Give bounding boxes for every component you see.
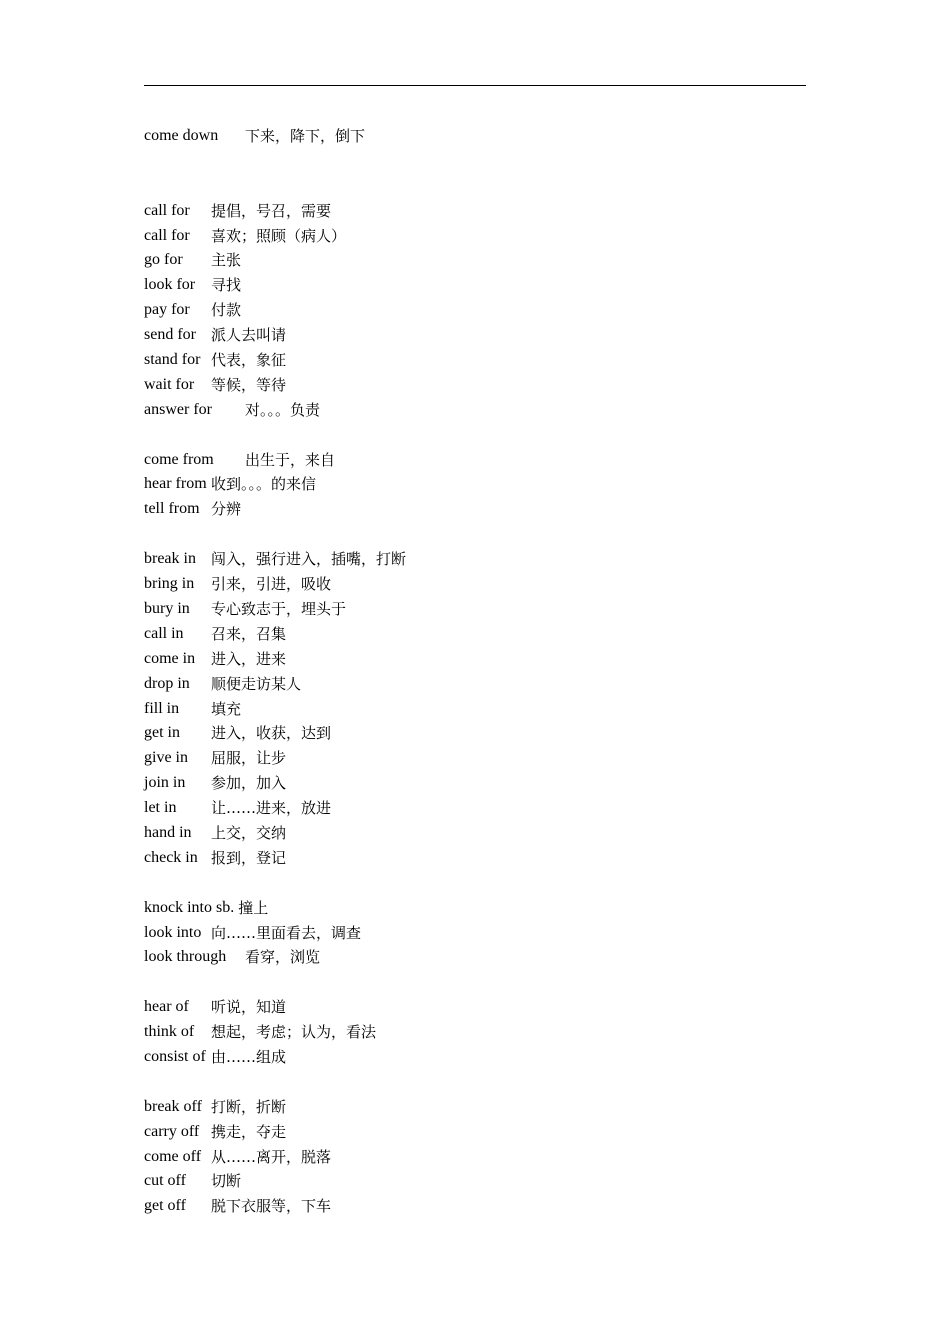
phrase-entry (144, 1194, 806, 1219)
phrase-entry (144, 298, 806, 323)
blank-line (144, 522, 806, 547)
phrase-definition: 分辨 (211, 500, 242, 519)
phrase-term: break off (144, 1097, 202, 1115)
phrase-term: look for (144, 276, 196, 294)
phrase-entry (144, 746, 806, 771)
phrase-entry (144, 721, 806, 746)
phrase-entry (144, 647, 806, 672)
phrase-entry (144, 1145, 806, 1170)
phrase-definition: 引来，引进，吸收 (211, 575, 332, 594)
phrase-definition: 主张 (211, 251, 242, 270)
phrase-definition: 撞上 (238, 898, 269, 917)
blank-line (144, 423, 806, 448)
phrase-entry (144, 697, 806, 722)
phrase-entry (144, 323, 806, 348)
phrase-definition: 专心致志于，埋头于 (211, 599, 347, 618)
phrase-definition: 看穿，浏览 (245, 948, 321, 967)
phrase-term: consist of (144, 1047, 206, 1065)
phrase-definition: 等候，等待 (211, 375, 287, 394)
blank-line (144, 1070, 806, 1095)
phrase-list (144, 124, 806, 1219)
phrase-entry (144, 846, 806, 871)
phrase-entry (144, 896, 806, 921)
phrase-definition: 寻找 (211, 276, 242, 295)
phrase-term: look through (144, 948, 227, 966)
header-rule (144, 85, 806, 86)
phrase-definition: 顺便走访某人 (211, 674, 302, 693)
phrase-term: knock into sb. (144, 898, 235, 916)
phrase-definition: 对。。。负责 (245, 400, 321, 419)
phrase-entry (144, 821, 806, 846)
phrase-term: cut off (144, 1172, 186, 1190)
phrase-entry (144, 672, 806, 697)
phrase-definition: 进入，收获，达到 (211, 724, 332, 743)
phrase-term: let in (144, 799, 177, 817)
blank-line (144, 871, 806, 896)
phrase-definition: 喜欢；照顾（病人） (211, 226, 347, 245)
phrase-entry (144, 224, 806, 249)
phrase-term: think of (144, 1023, 195, 1041)
blank-line (144, 149, 806, 199)
phrase-entry (144, 199, 806, 224)
phrase-definition: 上交，交纳 (211, 823, 287, 842)
phrase-entry (144, 1120, 806, 1145)
phrase-entry (144, 1095, 806, 1120)
phrase-definition: 切断 (211, 1172, 242, 1191)
phrase-term: hand in (144, 823, 192, 841)
phrase-entry (144, 348, 806, 373)
phrase-term: tell from (144, 500, 200, 518)
phrase-definition: 收到。。。的来信 (211, 475, 317, 494)
phrase-entry (144, 995, 806, 1020)
phrase-term: call for (144, 201, 190, 219)
phrase-definition: 想起，考虑；认为，看法 (211, 1023, 377, 1042)
phrase-definition: 下来，降下，倒下 (245, 127, 366, 145)
phrase-entry (144, 597, 806, 622)
phrase-entry (144, 373, 806, 398)
phrase-definition: 派人去叫请 (211, 326, 287, 345)
phrase-term: send for (144, 326, 196, 344)
phrase-entry (144, 398, 806, 423)
phrase-definition: 屈服，让步 (211, 749, 287, 768)
phrase-entry (144, 124, 806, 149)
phrase-definition: 从……离开，脱落 (211, 1147, 332, 1166)
blank-line (144, 970, 806, 995)
phrase-definition: 提倡，号召，需要 (211, 201, 332, 220)
phrase-definition: 由……组成 (211, 1047, 287, 1066)
phrase-term: break in (144, 550, 196, 568)
phrase-entry (144, 622, 806, 647)
phrase-definition: 向……里面看去，调查 (211, 923, 362, 942)
phrase-definition: 召来，召集 (211, 624, 287, 643)
phrase-definition: 代表，象征 (211, 351, 287, 370)
phrase-term: answer for (144, 400, 212, 418)
phrase-term: come in (144, 649, 196, 667)
phrase-term: wait for (144, 375, 195, 393)
phrase-term: carry off (144, 1122, 200, 1140)
phrase-entry (144, 1045, 806, 1070)
phrase-definition: 付款 (211, 301, 242, 320)
phrase-term: go for (144, 251, 183, 269)
phrase-entry (144, 472, 806, 497)
phrase-entry (144, 796, 806, 821)
phrase-definition: 闯入，强行进入，插嘴，打断 (211, 550, 407, 569)
phrase-entry (144, 273, 806, 298)
phrase-term: call for (144, 226, 190, 244)
phrase-term: join in (144, 774, 186, 792)
phrase-term: pay for (144, 301, 190, 319)
phrase-entry (144, 448, 806, 473)
phrase-definition: 携走，夺走 (211, 1122, 287, 1141)
phrase-term: call in (144, 624, 184, 642)
phrase-term: come from (144, 450, 214, 468)
phrase-definition: 填充 (211, 699, 242, 718)
phrase-term: look into (144, 923, 202, 941)
phrase-definition: 报到，登记 (211, 848, 287, 867)
phrase-entry (144, 547, 806, 572)
phrase-entry (144, 945, 806, 970)
phrase-definition: 打断，折断 (211, 1097, 287, 1116)
phrase-entry (144, 248, 806, 273)
phrase-term: stand for (144, 351, 201, 369)
phrase-term: hear of (144, 998, 189, 1016)
phrase-term: hear from (144, 475, 207, 493)
phrase-definition: 参加，加入 (211, 774, 287, 793)
phrase-term: drop in (144, 674, 190, 692)
phrase-term: bring in (144, 575, 195, 593)
phrase-definition: 出生于，来自 (245, 450, 336, 469)
phrase-term: come down (144, 127, 219, 144)
phrase-term: get off (144, 1197, 186, 1215)
phrase-definition: 脱下衣服等，下车 (211, 1197, 332, 1216)
phrase-entry (144, 572, 806, 597)
phrase-definition: 听说，知道 (211, 998, 287, 1017)
phrase-term: fill in (144, 699, 180, 717)
phrase-term: check in (144, 848, 198, 866)
phrase-entry (144, 1020, 806, 1045)
phrase-entry (144, 1169, 806, 1194)
phrase-term: bury in (144, 599, 190, 617)
phrase-entry (144, 497, 806, 522)
phrase-definition: 进入，进来 (211, 649, 287, 668)
phrase-entry (144, 921, 806, 946)
phrase-term: come off (144, 1147, 202, 1165)
phrase-entry (144, 771, 806, 796)
phrase-term: give in (144, 749, 188, 767)
phrase-definition: 让……进来，放进 (211, 799, 332, 818)
phrase-term: get in (144, 724, 180, 742)
